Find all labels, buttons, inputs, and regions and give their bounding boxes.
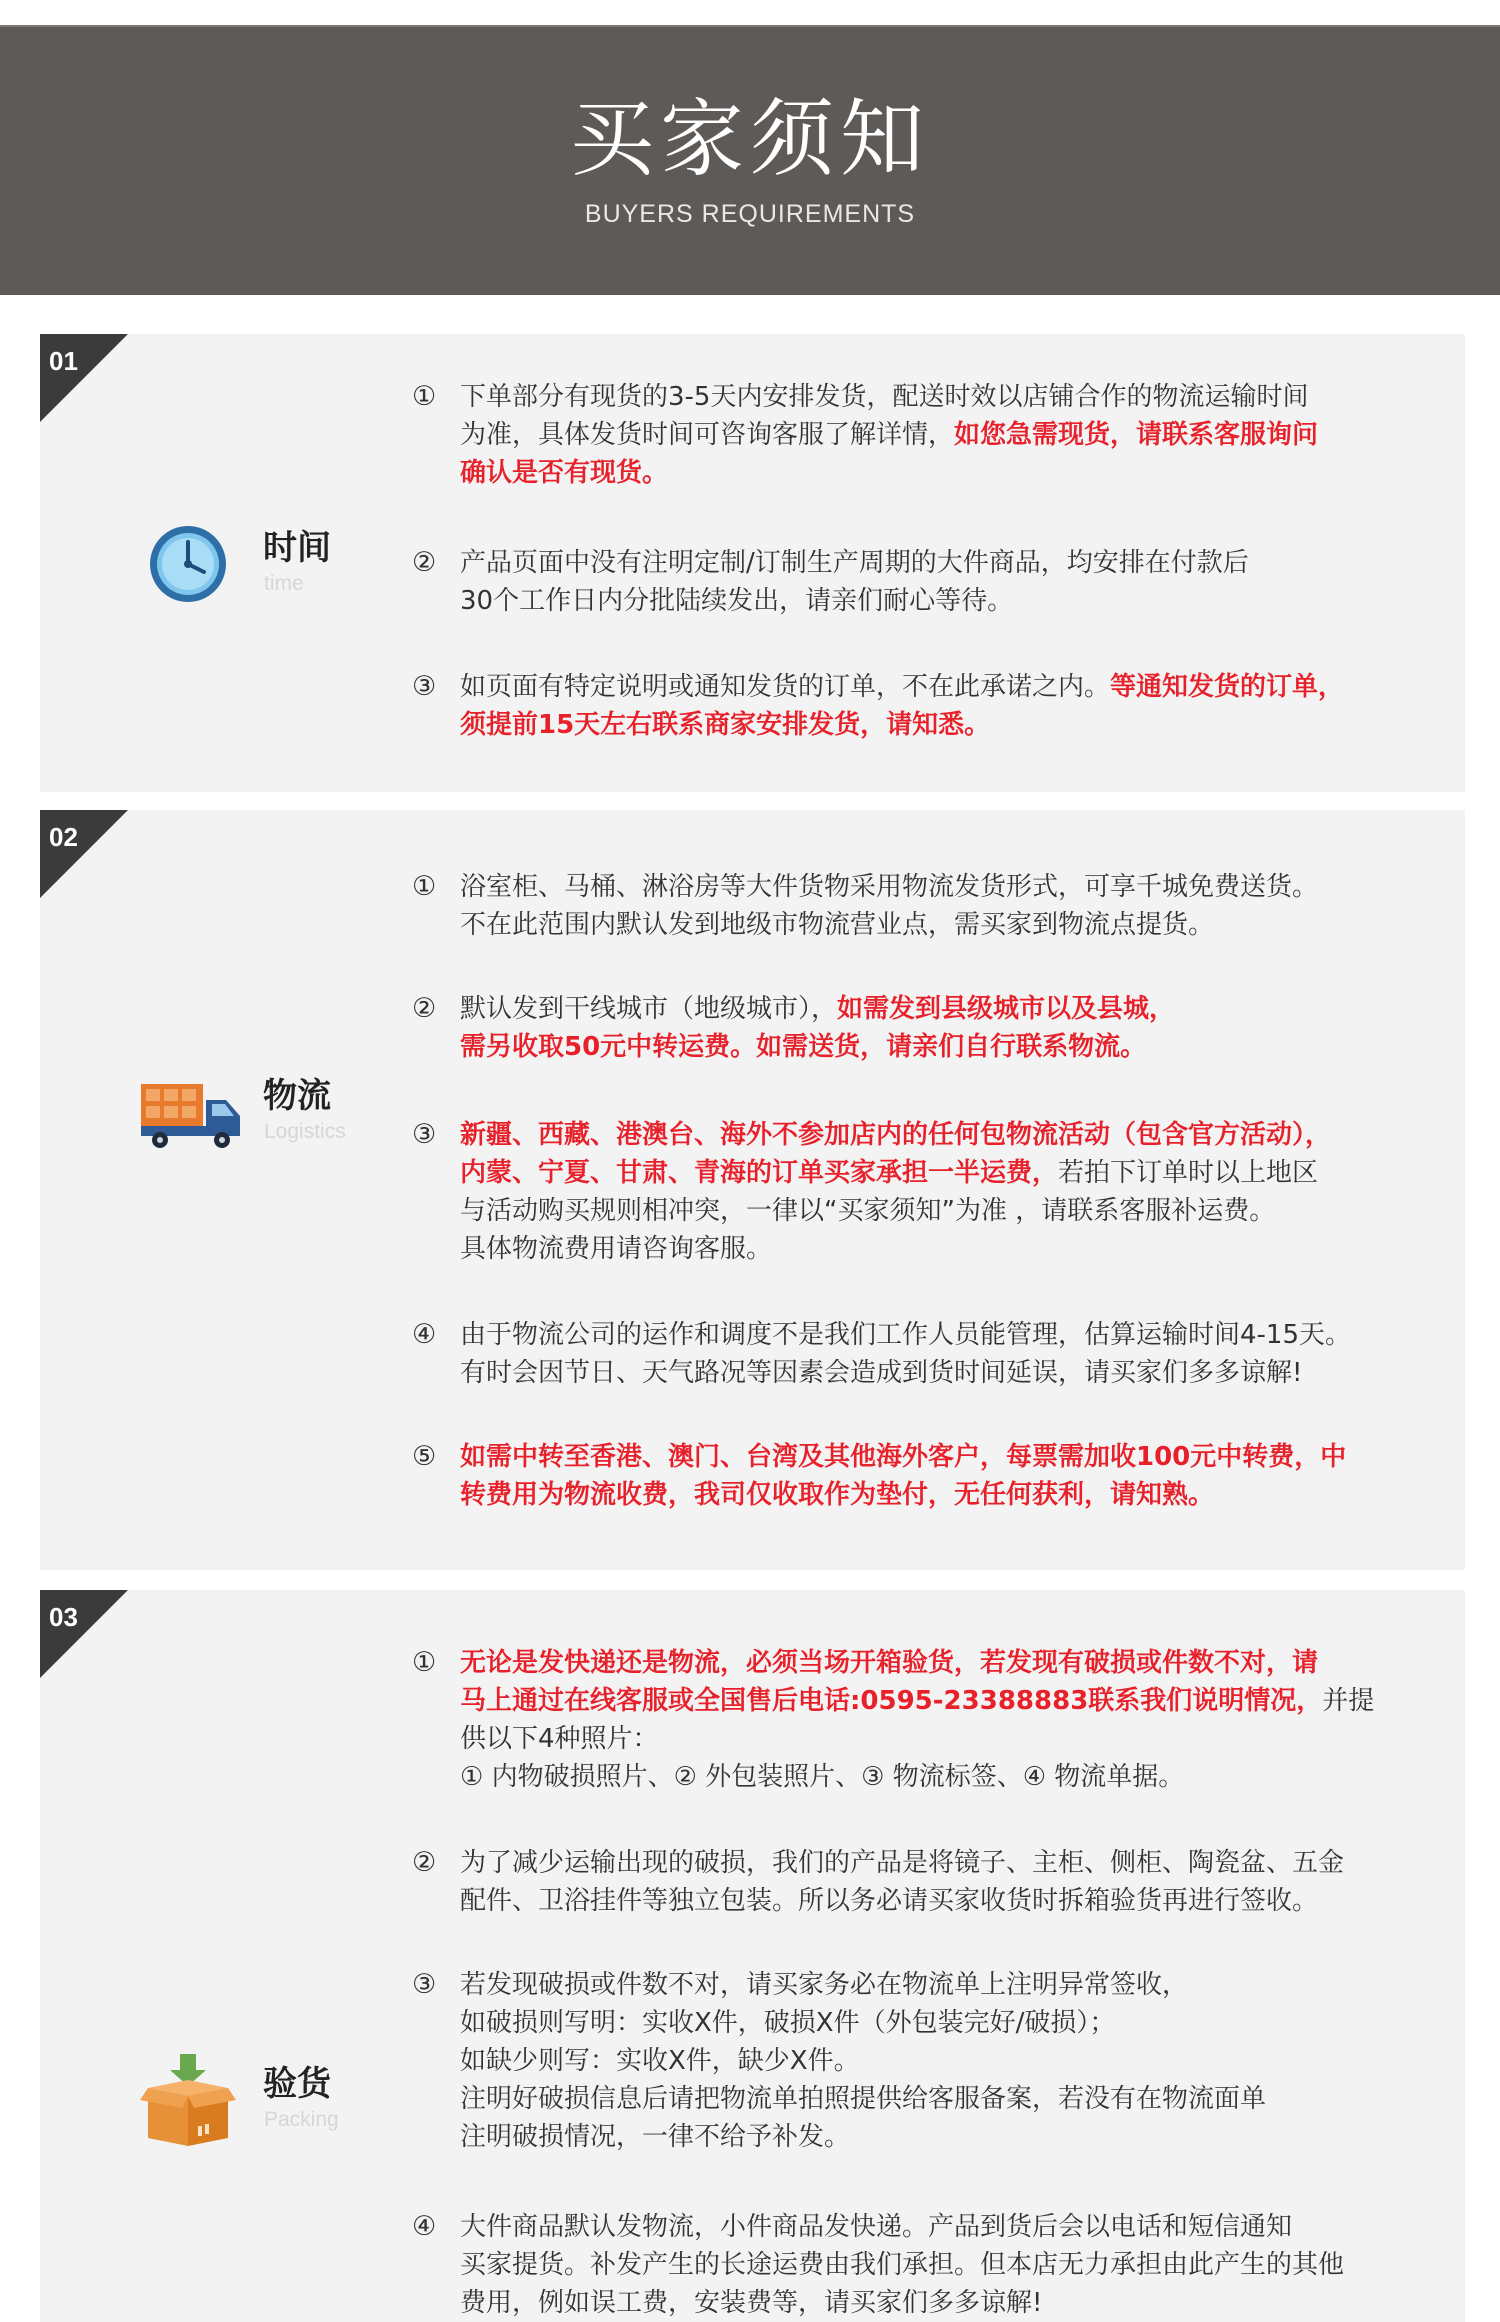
section-inspection (40, 1590, 1465, 2322)
item-marker: ② (412, 547, 437, 578)
item-marker: ③ (412, 1119, 437, 1150)
section-number: 02 (49, 822, 78, 852)
item-text: 由于物流公司的运作和调度不是我们工作人员能管理，估算运输时间4-15天。 有时会因节日、天气路况等因素会造成到货时间延误，请买家们多多谅解! (460, 1320, 1352, 1388)
category-subtitle: Logistics (264, 1120, 346, 1143)
item-marker: ① (412, 871, 437, 902)
category-title: 验货 (263, 2064, 331, 2104)
category-subtitle: time (264, 572, 304, 595)
page-subtitle: BUYERS REQUIREMENTS (584, 200, 916, 228)
item-marker: ④ (412, 2211, 437, 2242)
category-title: 物流 (263, 1076, 331, 1116)
item-text: 如需中转至香港、澳门、台湾及其他海外客户，每票需加收100元中转费，中 转费用为物流收费，我司仅收取作为垫付，无任何获利，请知熟。 (460, 1442, 1347, 1510)
item-text: 新疆、西藏、港澳台、海外不参加店内的任何包物流活动（包含官方活动）， 内蒙、宁夏、甘肃、青海的订单买家承担一半运费，若拍下订单时以上地区 与活动购买规则相冲突，一律以“买家须知”为准 ，请联系客服补运费。 具体物流费用请咨询客服。 (460, 1120, 1332, 1264)
section-number: 03 (49, 1602, 78, 1632)
category-title: 时间 (263, 528, 331, 568)
item-text: 如页面有特定说明或通知发货的订单，不在此承诺之内。等通知发货的订单， 须提前15天左右联系商家安排发货，请知悉。 (460, 672, 1345, 740)
item-text: 为了减少运输出现的破损，我们的产品是将镜子、主柜、侧柜、陶瓷盆、五金 配件、卫浴挂件等独立包装。所以务必请买家收货时拆箱验货再进行签收。 (460, 1848, 1345, 1916)
item-text: 默认发到干线城市（地级城市），如需发到县级城市以及县城， 需另收取50元中转运费。如需送货，请亲们自行联系物流。 (460, 994, 1176, 1062)
item-text: 无论是发快递还是物流，必须当场开箱验货，若发现有破损或件数不对，请 马上通过在线客服或全国售后电话:0595-23388883联系我们说明情况，并提 供以下4种照片： ① 内物破损照片、② 外包装照片、③ 物流标签、④ 物流单据。 (460, 1648, 1375, 1792)
item-marker: ① (412, 381, 437, 412)
package-icon (138, 2050, 238, 2150)
category-logistics (98, 1062, 388, 1162)
item-marker: ④ (412, 1319, 437, 1350)
truck-icon (138, 1062, 238, 1162)
item-text: 产品页面中没有注明定制/订制生产周期的大件商品，均安排在付款后 30个工作日内分批陆续发出，请亲们耐心等待。 (460, 548, 1249, 616)
item-text: 若发现破损或件数不对，请买家务必在物流单上注明异常签收， 如破损则写明：实收X件，破损X件（外包装完好/破损）； 如缺少则写：实收X件，缺少X件。 注明好破损信息后请把物流单拍照提供给客服备案，若没有在物流面单 注明破损情况，一律不给予补发。 (460, 1970, 1267, 2152)
item-marker: ③ (412, 671, 437, 702)
category-inspection (98, 2050, 388, 2150)
clock-icon (138, 514, 238, 614)
item-marker: ② (412, 1847, 437, 1878)
section-logistics (40, 810, 1465, 1570)
category-time (98, 514, 388, 614)
section-number: 01 (49, 346, 78, 376)
page-title: 买家须知 (569, 90, 930, 188)
item-text: 下单部分有现货的3-5天内安排发货，配送时效以店铺合作的物流运输时间 为准，具体发货时间可咨询客服了解详情，如您急需现货，请联系客服询问 确认是否有现货。 (460, 382, 1319, 488)
item-marker: ① (412, 1647, 437, 1678)
item-text: 大件商品默认发物流，小件商品发快递。产品到货后会以电话和短信通知 买家提货。补发产生的长途运费由我们承担。但本店无力承担由此产生的其他 费用，例如误工费，安装费等，请买家们多多谅解! (460, 2212, 1345, 2318)
section-time (40, 334, 1465, 792)
item-marker: ② (412, 993, 437, 1024)
header-banner (0, 25, 1500, 295)
category-subtitle: Packing (264, 2108, 339, 2131)
item-text: 浴室柜、马桶、淋浴房等大件货物采用物流发货形式，可享千城免费送货。 不在此范围内默认发到地级市物流营业点，需买家到物流点提货。 (460, 872, 1319, 940)
item-marker: ③ (412, 1969, 437, 2000)
item-marker: ⑤ (412, 1441, 437, 1472)
